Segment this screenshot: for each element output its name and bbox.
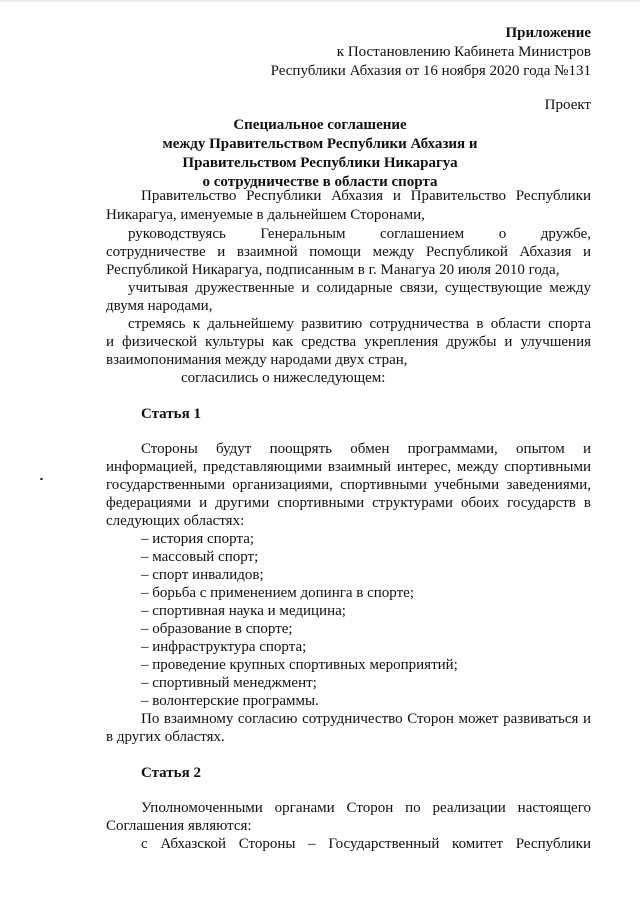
article-2-p1-line-2: Соглашения являются:: [106, 818, 252, 834]
title-line-3: Правительством Республики Никарагуа: [182, 155, 458, 171]
article-1-intro-line-5: следующих областях:: [106, 513, 245, 529]
article-1-intro-line-1: Стороны будут поощрять обмен программами, опытом и: [141, 441, 591, 457]
resolution-line-1: к Постановлению Кабинета Министров: [336, 44, 591, 60]
title-line-4: о сотрудничестве в области спорта: [202, 174, 438, 190]
list-item: – образование в спорте;: [141, 621, 293, 637]
appendix-label: Приложение: [505, 25, 591, 41]
title-line-2: между Правительством Республики Абхазия и: [162, 136, 478, 152]
article-2-p1-line-1: Уполномоченными органами Сторон по реализации настоящего: [141, 800, 591, 816]
list-item: – спорт инвалидов;: [141, 567, 264, 583]
preamble-p3-line-1: учитывая дружественные и солидарные связи, существующие между: [128, 280, 591, 296]
preamble-p2-line-1: руководствуясь Генеральным соглашением о дружбе,: [128, 226, 591, 242]
list-item: – массовый спорт;: [141, 549, 259, 565]
article-2-heading: Статья 2: [141, 765, 201, 781]
article-1-closing-line-2: в других областях.: [106, 729, 225, 745]
resolution-line-2: Республики Абхазия от 16 ноября 2020 года №131: [270, 63, 591, 79]
article-1-intro-line-2: информацией, представляющими взаимный интерес, между спортивными: [106, 459, 591, 475]
list-item: – проведение крупных спортивных мероприятий;: [141, 657, 458, 673]
scan-speck: [40, 478, 43, 480]
preamble-p4-line-2: и физической культуры как средства укрепления дружбы и улучшения: [106, 334, 591, 350]
article-1-heading: Статья 1: [141, 406, 201, 422]
preamble-p1-line-1: Правительство Республики Абхазия и Правительство Республики: [141, 188, 591, 204]
draft-label: Проект: [544, 97, 591, 113]
preamble-p4-line-1: стремясь к дальнейшему развитию сотрудничества в области спорта: [128, 316, 591, 332]
list-item: – спортивная наука и медицина;: [141, 603, 346, 619]
preamble-p3-line-2: двумя народами,: [106, 298, 213, 314]
preamble-p5: согласились о нижеследующем:: [181, 370, 386, 386]
list-item: – спортивный менеджмент;: [141, 675, 317, 691]
list-item: – история спорта;: [141, 531, 255, 547]
article-1-closing-line-1: По взаимному согласию сотрудничество Сторон может развиваться и: [141, 711, 591, 727]
title-line-1: Специальное соглашение: [233, 117, 407, 133]
article-2-p2-line-1: с Абхазской Стороны – Государственный комитет Республики: [141, 836, 591, 852]
preamble-p4-line-3: взаимопонимания между народами двух стран,: [106, 352, 408, 368]
article-1-intro-line-4: федерациями и другими спортивными структурами обоих государств в: [106, 495, 591, 511]
article-1-intro-line-3: государственными организациями, спортивными учебными заведениями,: [106, 477, 591, 493]
preamble-p1-line-2: Никарагуа, именуемые в дальнейшем Сторонами,: [106, 207, 425, 223]
list-item: – борьба с применением допинга в спорте;: [141, 585, 414, 601]
preamble-p2-line-2: сотрудничестве и взаимной помощи между Республикой Абхазия и: [106, 244, 591, 260]
list-item: – инфраструктура спорта;: [141, 639, 307, 655]
preamble-p2-line-3: Республикой Никарагуа, подписанным в г. Манагуа 20 июля 2010 года,: [106, 262, 560, 278]
scan-edge: [0, 0, 640, 3]
list-item: – волонтерские программы.: [141, 693, 319, 709]
